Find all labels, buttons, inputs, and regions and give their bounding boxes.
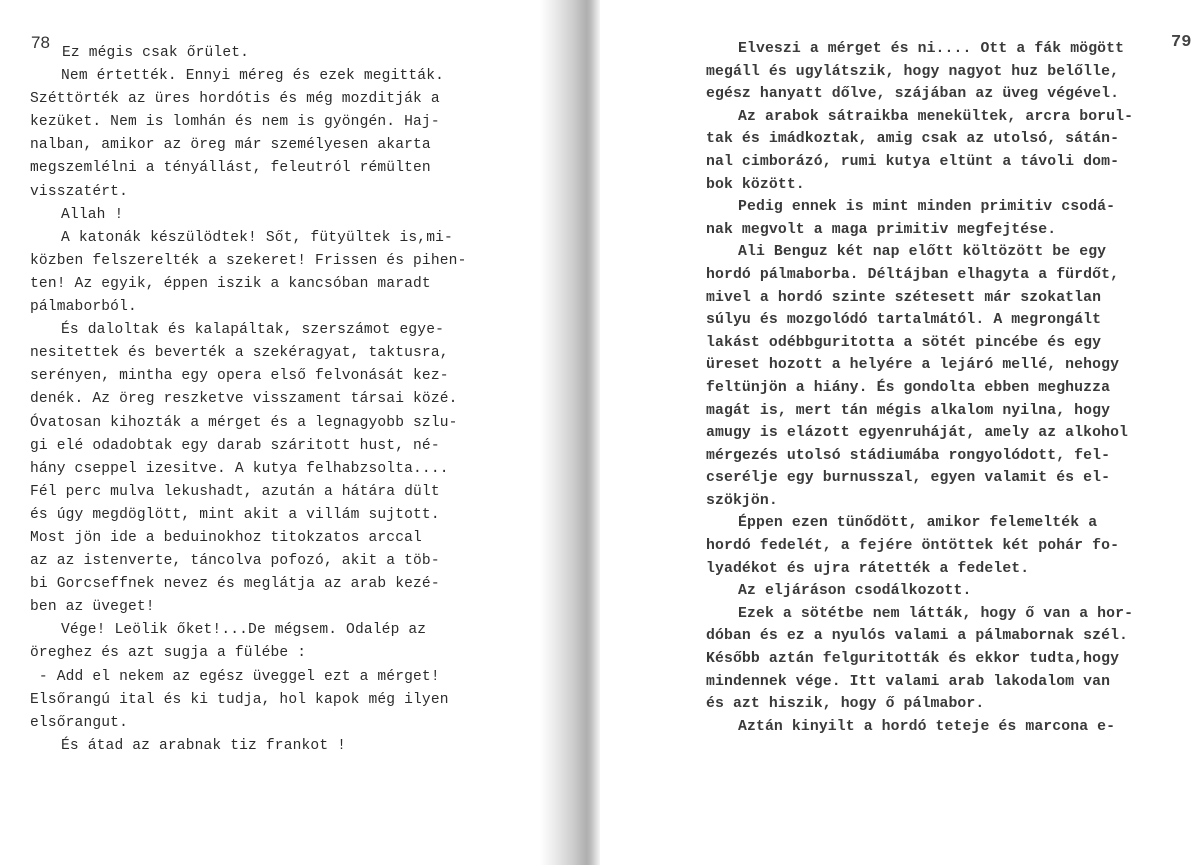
text-line: Pedig ennek is mint minden primitiv csodá- (738, 199, 1116, 216)
text-line: És daloltak és kalapáltak, szerszámot egye- (61, 322, 445, 339)
text-line: ben az üveget! (30, 599, 155, 616)
text-line: Elveszi a mérget és ni.... Ott a fák mögött (738, 41, 1125, 57)
text-line: Ali Benguz két nap előtt költözött be egy (738, 244, 1107, 261)
text-line: nalban, amikor az öreg már személyesen akarta (30, 137, 431, 154)
text-line: szökjön. (706, 492, 778, 509)
text-line: közben felszerelték a szekeret! Frissen és pihen- (30, 252, 467, 269)
text-line: Ez mégis csak őrület. (62, 45, 250, 61)
text-line: - Add el nekem az egész üveggel ezt a mérget! (30, 668, 440, 685)
text-line: Elsőrangú ital és ki tudja, hol kapok még ilyen (30, 691, 449, 708)
text-line: Az eljáráson csodálkozott. (738, 583, 972, 600)
text-line: megszemlélni a tényállást, feleutról rémülten (30, 160, 431, 177)
text-line: Allah ! (61, 206, 124, 223)
text-line: Aztán kinyilt a hordó teteje és marcona e- (738, 718, 1116, 735)
text-line: nak megvolt a maga primitiv megfejtése. (706, 221, 1057, 238)
text-line: bi Gorcseffnek nevez és meglátja az arab kezé- (30, 576, 440, 593)
left-page-text (30, 42, 466, 758)
text-line: kezüket. Nem is lomhán és nem is gyöngén. Haj- (30, 114, 440, 131)
text-line: Most jön ide a beduinokhoz titokzatos arccal (30, 529, 422, 546)
left-page (0, 0, 545, 865)
text-line: hány cseppel izesitve. A kutya felhabzsolta.... (30, 460, 449, 477)
text-line: megáll és ugylátszik, hogy nagyot huz belőlle, (706, 63, 1120, 80)
text-line: lyadékot és ujra rátették a fedelet. (706, 560, 1030, 577)
page-number-left: 78 (31, 33, 50, 52)
text-line: mivel a hordó szinte szétesett már szokatlan (706, 289, 1102, 306)
right-page (600, 0, 1200, 865)
text-line: denék. Az öreg reszketve visszament társai közé. (30, 391, 458, 408)
text-line: nesitettek és beverték a szekéragyat, taktusra, (30, 345, 449, 362)
text-line: Széttörték az üres hordótis és még mozditják a (30, 91, 440, 108)
text-line: Óvatosan kihozták a mérget és a legnagyobb szlu- (30, 414, 458, 431)
text-line: üreset hozott a helyére a lejáró mellé, nehogy (706, 357, 1120, 374)
text-line: hordó pálmaborba. Déltájban elhagyta a fürdőt, (706, 266, 1120, 283)
text-line: visszatért. (30, 183, 128, 200)
text-line: Fél perc mulva lekushadt, azután a hátára dült (30, 483, 440, 500)
text-line: mindennek vége. Itt valami arab lakodalom van (706, 673, 1111, 690)
text-line: tak és imádkoztak, amig csak az utolsó, sátán- (706, 131, 1120, 148)
right-page-text (706, 38, 1133, 738)
text-line: amugy is elázott egyenruháját, amely az alkohol (706, 425, 1129, 442)
text-line: és úgy megdöglött, mint akit a villám sujtott. (30, 506, 440, 523)
text-line: Éppen ezen tünődött, amikor felemelték a (738, 515, 1098, 532)
text-line: Ezek a sötétbe nem látták, hogy ő van a hor- (738, 605, 1134, 622)
text-line: öreghez és azt sugja a fülébe : (30, 645, 307, 662)
text-line: súlyu és mozgolódó tartalmától. A megrongált (706, 312, 1102, 329)
text-line: egész hanyatt dőlve, szájában az üveg végével. (706, 86, 1120, 103)
text-line: Vége! Leölik őket!...De mégsem. Odalép az (61, 622, 427, 639)
text-line: magát is, mert tán mégis alkalom nyilna, hogy (706, 402, 1111, 419)
text-line: mérgezés utolsó stádiumába rongyolódott, fel- (706, 447, 1111, 464)
text-line: gi elé odadobtak egy darab száritott hust, né- (30, 437, 440, 454)
text-line: Az arabok sátraikba menekültek, arcra borul- (738, 108, 1134, 125)
text-line: Nem értették. Ennyi méreg és ezek megitták. (61, 68, 445, 85)
text-line: pálmaborból. (30, 299, 137, 316)
text-line: feltünjön a hiány. És gondolta ebben meghuzza (706, 379, 1111, 396)
text-line: A katonák készülödtek! Sőt, fütyültek is,mi- (61, 229, 453, 246)
text-line: nal cimborázó, rumi kutya eltünt a távoli dom- (706, 153, 1120, 170)
text-line: Később aztán felguritották és ekkor tudta,hogy (706, 651, 1120, 668)
text-line: És átad az arabnak tiz frankot ! (61, 737, 347, 754)
text-line: dóban és ez a nyulós valami a pálmabornak szél. (706, 628, 1129, 645)
text-line: hordó fedelét, a fejére öntöttek két pohár fo- (706, 538, 1120, 555)
text-line: és azt hiszik, hogy ő pálmabor. (706, 696, 985, 713)
page-number-right: 79 (1171, 33, 1192, 52)
book-gutter-shadow (540, 0, 600, 865)
text-line: ten! Az egyik, éppen iszik a kancsóban maradt (30, 275, 431, 292)
text-line: az az istenverte, táncolva pofozó, akit a töb- (30, 553, 440, 570)
text-line: cserélje egy burnusszal, egyen valamit és el- (706, 470, 1111, 487)
text-line: elsőrangut. (30, 714, 128, 731)
text-line: serényen, mintha egy opera első felvonását kez- (30, 368, 449, 385)
text-line: bok között. (706, 176, 805, 193)
text-line: lakást odébbguritotta a sötét pincébe és egy (706, 334, 1102, 351)
